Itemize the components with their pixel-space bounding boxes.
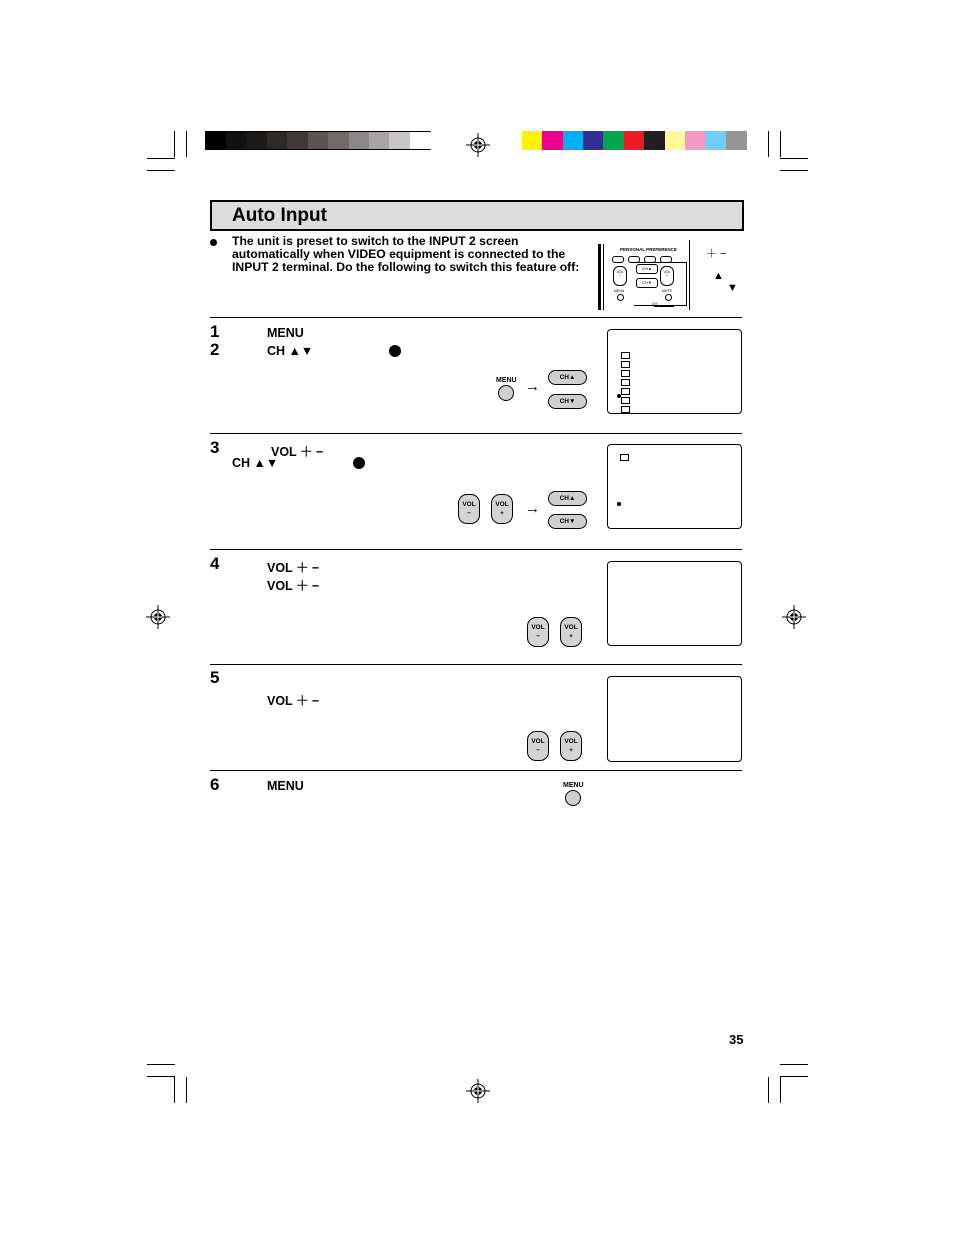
menu-icon [620,454,629,461]
color-swatch [226,132,247,149]
vol-plus-button[interactable]: VOL + [560,731,582,761]
crop-mark [768,131,769,157]
crop-mark [780,158,808,159]
color-swatch [563,131,584,150]
remote-edge [603,244,604,310]
step-number: 5 [210,668,220,687]
arrow-icon: → [525,500,540,517]
menu-icon [621,406,630,413]
bullet-icon [210,239,217,246]
step-label: CH ▲▼ [267,344,314,358]
remote-edge [598,244,601,310]
vol-plus-button[interactable]: VOL + [491,494,513,524]
color-swatch [665,131,686,150]
menu-icon-list [621,352,629,413]
menu-icon [621,388,630,395]
menu-button-label: MENU [563,782,584,789]
step-label: VOL ＋ − [267,561,320,575]
color-bar [522,131,746,150]
registration-mark-icon [146,605,170,629]
enter-dot-icon [389,345,401,357]
step-label: MENU [267,779,304,793]
page-title: Auto Input [232,205,327,226]
page-number: 35 [729,1032,744,1047]
callout-bracket [634,262,687,306]
step-label: VOL ＋ − [271,445,324,459]
step-number: 6 [210,775,220,794]
menu-icon [621,352,630,359]
step-number: 1 [210,322,220,341]
tv-screen-blank [607,676,742,762]
registration-mark-icon [466,133,490,157]
color-swatch [726,131,747,150]
callout-line [654,306,674,307]
crop-mark [780,1077,781,1103]
remote-ch-up[interactable]: CH▲ [636,264,658,274]
color-swatch [410,132,431,149]
crop-mark [780,1076,808,1077]
crop-mark [147,170,175,171]
color-swatch [267,132,288,149]
section-divider [210,664,742,665]
tv-screen-submenu [607,444,742,529]
page-title-bar [210,200,744,231]
menu-icon [621,379,630,386]
step-number: 4 [210,554,220,573]
callout-line [689,240,690,310]
cursor-dot-icon [617,394,621,398]
remote-menu-label: MENU [614,289,625,293]
color-swatch [522,131,543,150]
remote-panel-illustration [598,244,692,310]
color-swatch [247,132,268,149]
crop-mark [174,1077,175,1103]
color-swatch [349,132,370,149]
vol-minus-button[interactable]: VOL − [458,494,480,524]
menu-button-label: MENU [496,377,517,384]
vol-plus-button[interactable]: VOL + [560,617,582,647]
step-number: 2 [210,340,220,359]
step-label: VOL ＋ − [267,694,320,708]
crop-mark [768,1077,769,1103]
color-swatch [644,131,665,150]
step-label: CH ▲▼ [232,456,279,470]
color-swatch [389,132,410,149]
vol-minus-button[interactable]: VOL − [527,617,549,647]
personal-preference-label: PERSONAL PREFERENCE [620,247,677,252]
section-divider [210,549,742,550]
crop-mark [780,131,781,157]
menu-button[interactable] [498,385,514,401]
menu-icon [621,397,630,404]
color-swatch [583,131,604,150]
menu-button[interactable] [565,790,581,806]
crop-mark [147,1064,175,1065]
remote-mute-label: MUTE [662,289,672,293]
color-swatch [685,131,706,150]
vol-minus-button[interactable]: VOL − [527,731,549,761]
crop-mark [174,131,175,157]
side-up-arrow: ▲ [713,270,724,282]
step-label: MENU [267,326,304,340]
side-plus-minus: ＋ − [706,248,727,260]
crop-mark [147,1076,175,1077]
remote-ch-label: CH [652,302,658,306]
color-swatch [369,132,390,149]
remote-menu-button[interactable] [617,294,624,301]
color-swatch [542,131,563,150]
grayscale-bar [205,131,431,150]
color-swatch [603,131,624,150]
color-swatch [206,132,227,149]
color-swatch [328,132,349,149]
color-swatch [624,131,645,150]
side-down-arrow: ▼ [727,282,738,294]
crop-mark [186,1077,187,1103]
color-swatch [308,132,329,149]
menu-icon [621,370,630,377]
color-swatch [287,132,308,149]
cursor-dot-icon [617,502,621,506]
menu-icon [621,361,630,368]
remote-vol-plus[interactable]: VOL + [660,266,674,286]
section-divider [210,770,742,771]
tv-screen-menu [607,329,742,414]
section-divider [210,433,742,434]
ch-down-button[interactable]: CH▼ [548,394,587,409]
crop-mark [147,158,175,159]
intro-text: The unit is preset to switch to the INPUT 2 screen automatically when VIDEO equipment is connected to the INPUT 2 terminal. Do the following to switch this feature off: [232,234,580,274]
registration-mark-icon [782,605,806,629]
section-divider [210,317,742,318]
ch-up-button[interactable]: CH▲ [548,491,587,506]
crop-mark [186,131,187,157]
ch-up-button[interactable]: CH▲ [548,370,587,385]
registration-mark-icon [466,1079,490,1103]
ch-down-button[interactable]: CH▼ [548,514,587,529]
tv-screen-blank [607,561,742,646]
arrow-icon: → [525,378,540,395]
step-label: VOL ＋ − [267,579,320,593]
remote-ch-down[interactable]: CH▼ [636,278,658,288]
crop-mark [780,170,808,171]
enter-dot-icon [353,457,365,469]
color-swatch [705,131,726,150]
step-number: 3 [210,438,220,457]
preset-button[interactable] [612,256,624,263]
crop-mark [780,1064,808,1065]
remote-vol-minus[interactable]: VOL − [613,266,627,286]
